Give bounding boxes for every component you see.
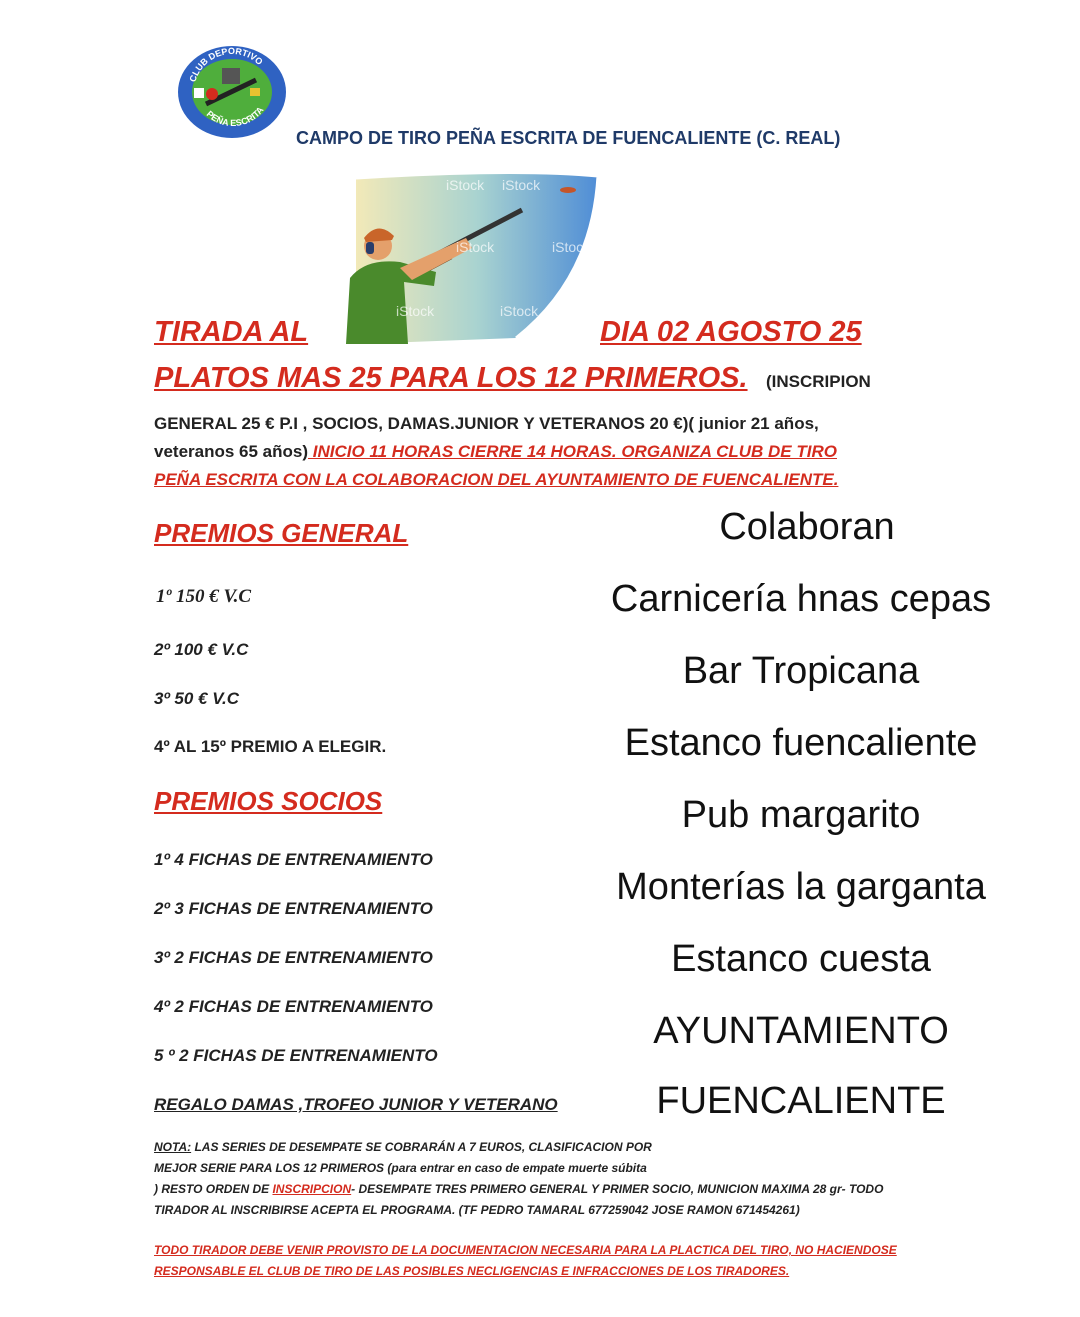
member-prize-item: 5 º 2 FICHAS DE ENTRENAMIENTO [154,1046,438,1065]
general-prize-item: 3º 50 € V.C [154,689,239,708]
gift-note: REGALO DAMAS ,TROFEO JUNIOR Y VETERANO [154,1095,558,1114]
event-date: DIA 02 AGOSTO 25 [600,316,862,348]
note-highlight: INSCRIPCION [272,1182,352,1196]
notes-block [154,1137,914,1221]
sponsor-item: Estanco cuesta [671,938,931,980]
sponsor-item: Monterías la garganta [616,866,986,908]
event-info-line: GENERAL 25 € P.I , SOCIOS, DAMAS.JUNIOR Y VETERANOS 20 €)( junior 21 años, [154,414,819,433]
event-info [154,410,914,494]
note-line: TIRADOR AL INSCRIBIRSE ACEPTA EL PROGRAMA. (TF PEDRO TAMARAL 677259042 JOSE RAMON 671454261) [154,1203,800,1217]
warning-line: RESPONSABLE EL CLUB DE TIRO DE LAS POSIBLES NECLIGENCIAS E INFRACCIONES DE LOS TIRADORES. [154,1264,790,1278]
member-prize-item: 3º 2 FICHAS DE ENTRENAMIENTO [154,948,433,967]
warning-block [154,1240,914,1282]
note-label: NOTA: [154,1140,192,1154]
svg-text:CLUB DEPORTIVO: CLUB DEPORTIVO [187,45,265,84]
svg-text:iStock: iStock [396,303,435,319]
warning-line: TODO TIRADOR DEBE VENIR PROVISTO DE LA DOCUMENTACION NECESARIA PARA LA PLACTICA DEL TIRO, NO HACIENDOSE [154,1243,897,1257]
header-title: CAMPO DE TIRO PEÑA ESCRITA DE FUENCALIENTE (C. REAL) [296,128,841,148]
sponsor-item: Bar Tropicana [682,650,920,692]
event-title-part1: TIRADA AL [154,316,309,348]
shooter-illustration [316,168,600,344]
svg-text:iStock: iStock [446,177,485,193]
general-prize-item: 4º AL 15º PREMIO A ELEGIR. [154,737,387,756]
event-info-line [154,438,914,466]
sponsor-item: Estanco fuencaliente [624,722,978,764]
member-prize-item: 1º 4 FICHAS DE ENTRENAMIENTO [154,850,433,869]
general-prize-item: 2º 100 € V.C [154,640,249,659]
sponsors-heading: Colaboran [719,506,895,548]
note-text: ) RESTO ORDEN DE [154,1182,273,1196]
member-prize-item: 4º 2 FICHAS DE ENTRENAMIENTO [154,997,433,1016]
note-line [154,1137,914,1158]
sponsor-item: FUENCALIENTE [656,1080,946,1122]
svg-text:PEÑA ESCRITA: PEÑA ESCRITA [204,104,266,129]
note-text: LAS SERIES DE DESEMPATE SE COBRARÁN A 7 EUROS, CLASIFICACION POR [191,1140,652,1154]
general-prize-item: 1º 150 € V.C [156,586,252,607]
note-line: MEJOR SERIE PARA LOS 12 PRIMEROS (para entrar en caso de empate muerte súbita [154,1161,647,1175]
sponsor-item: AYUNTAMIENTO [653,1010,949,1052]
general-prizes-heading: PREMIOS GENERAL [154,518,409,548]
svg-text:iStock: iStock [552,239,591,255]
sponsor-item: Carnicería hnas cepas [610,578,992,620]
note-line [154,1179,914,1200]
event-info-schedule: INICIO 11 HORAS CIERRE 14 HORAS. ORGANIZA CLUB DE TIRO [308,442,837,461]
event-title-part2: PLATOS MAS 25 PARA LOS 12 PRIMEROS. [154,362,748,394]
svg-text:iStock: iStock [502,177,541,193]
member-prize-item: 2º 3 FICHAS DE ENTRENAMIENTO [154,899,433,918]
svg-text:iStock: iStock [500,303,539,319]
svg-text:iStock: iStock [456,239,495,255]
registration-label: (INSCRIPION [766,372,871,391]
note-text: - DESEMPATE TRES PRIMERO GENERAL Y PRIMER SOCIO, MUNICION MAXIMA 28 gr- TODO [351,1182,884,1196]
club-logo [176,44,288,140]
member-prizes-heading: PREMIOS SOCIOS [154,786,383,816]
event-info-ages: veteranos 65 años) [154,442,309,461]
sponsor-item: Pub margarito [681,794,921,836]
event-info-organizer: PEÑA ESCRITA CON LA COLABORACION DEL AYUNTAMIENTO DE FUENCALIENTE. [154,470,839,489]
